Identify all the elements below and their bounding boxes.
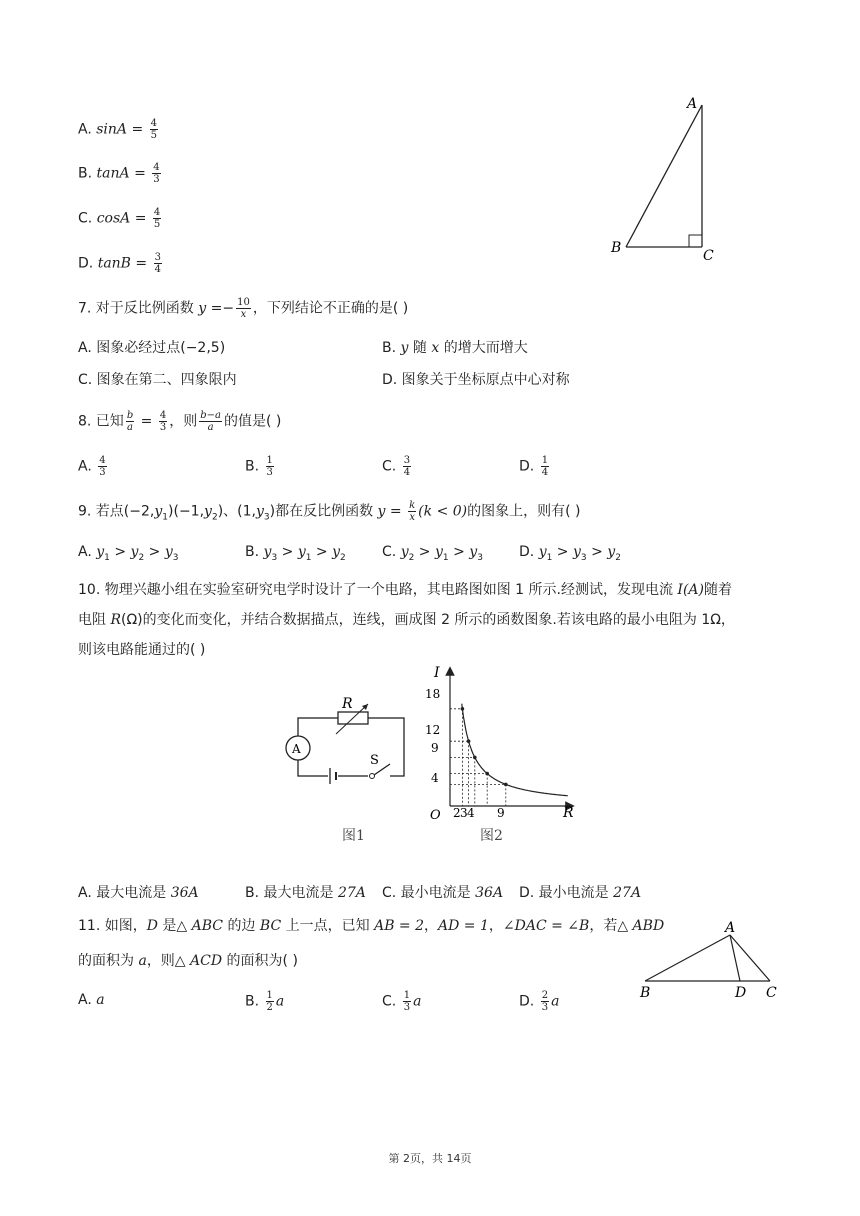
- q6-option-a: A. sinA = $\frac{4}{5}$: [78, 118, 158, 141]
- q10-fig2-point-4: [504, 783, 508, 787]
- q6-label-c: C: [703, 248, 714, 264]
- q10-line-3: 则该电路能通过的( ): [78, 642, 206, 658]
- q10-fig2-ytick-9: 9: [431, 741, 439, 755]
- q11-label-b: B: [640, 985, 651, 1001]
- q10-fig2-xtick-4: 4: [467, 806, 475, 820]
- q10-fig2-ytick-18: 18: [425, 687, 441, 701]
- q11-label-c: C: [766, 985, 777, 1001]
- q11-line-1: 11. 如图，D 是△ ABC 的边 BC 上一点，已知 AB = 2，AD = 1，∠DAC = ∠B，若△ ABD: [78, 918, 665, 934]
- q9-option-a: A. $y_1 > y_2 > y_3$: [78, 544, 179, 563]
- q8-option-b: B. $\frac{1}{3}$: [245, 455, 273, 478]
- q7-option-d: D. 图象关于坐标原点中心对称: [382, 372, 570, 388]
- q10-option-c: C. 最小电流是 36A: [382, 885, 504, 901]
- page-footer: 第 2页，共 14页: [388, 1152, 472, 1165]
- q6-label-b: B: [611, 240, 622, 256]
- q6-triangle-figure: [600, 90, 740, 270]
- q11-option-d: D. $\frac{2}{3}$ a: [519, 990, 560, 1013]
- q10-fig2-curve: [462, 704, 568, 796]
- q10-fig2-caption: 图2: [480, 828, 503, 844]
- q10-circuit-figure: [280, 690, 420, 860]
- q10-fig1-label-r: R: [342, 696, 353, 712]
- q11-triangle-figure: [630, 915, 790, 1005]
- q10-graph-figure: [420, 665, 580, 860]
- q10-fig2-xtick-2: 2: [453, 806, 461, 820]
- q10-line-1: 10. 物理兴趣小组在实验室研究电学时设计了一个电路，其电路图如图 1 所示.经测试，发现电流 I(A)随着: [78, 582, 732, 598]
- q9-option-b: B. $y_3 > y_1 > y_2$: [245, 544, 346, 563]
- q10-fig2-point-0: [461, 707, 465, 711]
- q8-question: 8. 已知 $\frac{b}{a}$ = $\frac{4}{3}$ ，则 $\frac{b-a}{a}$ 的值是( ): [78, 410, 282, 433]
- q10-fig1-caption: 图1: [342, 828, 365, 844]
- q10-fig2-point-1: [467, 739, 471, 743]
- q10-option-a: A. 最大电流是 36A: [78, 885, 199, 901]
- q11-label-d: D: [735, 985, 747, 1001]
- q9-option-d: D. $y_1 > y_3 > y_2$: [519, 544, 621, 563]
- q11-option-a: A. a: [78, 992, 105, 1008]
- q7-option-b: B. y 随 x 的增大而增大: [382, 340, 528, 356]
- q11-option-b: B. $\frac{1}{2}$ a: [245, 990, 285, 1013]
- q10-line-2: 电阻 R(Ω)的变化而变化，并结合数据描点，连线，画成图 2 所示的函数图象.若该电路的最小电阻为 1Ω，: [78, 612, 735, 628]
- q6-option-b: B. tanA = $\frac{4}{3}$: [78, 162, 160, 185]
- q10-fig2-ylabel: I: [434, 665, 440, 681]
- q6-option-c: C. cosA = $\frac{4}{5}$: [78, 207, 161, 230]
- q10-fig1-label-s: S: [370, 753, 379, 768]
- q8-option-c: C. $\frac{3}{4}$: [382, 455, 411, 478]
- q10-fig2-point-2: [473, 756, 477, 760]
- q10-fig2-ytick-4: 4: [431, 771, 439, 785]
- q7-question: 7. 对于反比例函数 y =− $\frac{10}{x}$ ，下列结论不正确的是( ): [78, 297, 409, 320]
- q10-fig2-xlabel: R: [563, 805, 574, 821]
- q10-fig1-ammeter: A: [292, 742, 301, 756]
- q7-option-a: A. 图象必经过点(−2,5): [78, 340, 226, 356]
- q10-fig2-ytick-12: 12: [425, 723, 441, 737]
- q11-option-c: C. $\frac{1}{3}$ a: [382, 990, 422, 1013]
- q11-label-a: A: [725, 920, 736, 936]
- q8-option-d: D. $\frac{1}{4}$: [519, 455, 549, 478]
- q6-option-d: D. tanB = $\frac{3}{4}$: [78, 252, 161, 275]
- q7-option-c: C. 图象在第二、四象限内: [78, 372, 237, 388]
- q11-line-2: 的面积为 a，则△ ACD 的面积为( ): [78, 953, 298, 969]
- q10-option-b: B. 最大电流是 27A: [245, 885, 366, 901]
- q10-fig2-xtick-3: 3: [460, 806, 468, 820]
- q10-option-d: D. 最小电流是 27A: [519, 885, 642, 901]
- q8-option-a: A. $\frac{4}{3}$: [78, 455, 106, 478]
- q9-question: 9. 若点$(-2,y_1)(-1,y_2)$、$(1,y_3)$都在反比例函数 y = $\frac{k}{x}$ (k < 0)的图象上，则有( ): [78, 500, 581, 523]
- q10-fig2-xtick-9: 9: [497, 806, 505, 820]
- q10-fig2-origin: O: [430, 808, 441, 823]
- q6-label-a: A: [687, 96, 698, 112]
- q10-fig2-point-3: [485, 772, 489, 776]
- q9-option-c: C. $y_2 > y_1 > y_3$: [382, 544, 483, 563]
